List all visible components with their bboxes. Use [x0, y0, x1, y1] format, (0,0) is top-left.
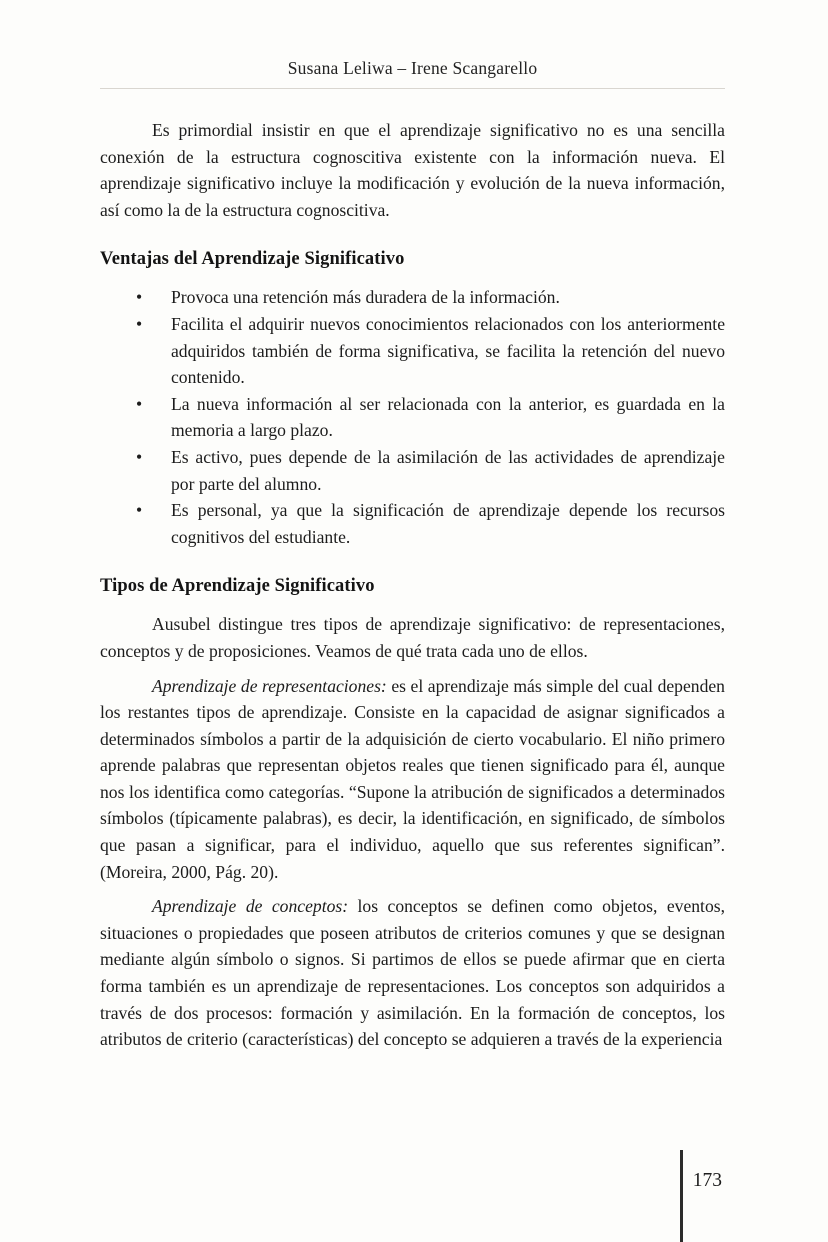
- list-item-text: Provoca una retención más duradera de la información.: [171, 287, 560, 308]
- intro-paragraph: Es primordial insistir en que el aprendizaje significativo no es una sencilla conexión de la estructura cognoscitiva existente con la información nueva. El aprendizaje significativo incluye la modificación y evolución de la nueva información, así como la de la estructura cognoscitiva.: [100, 120, 725, 220]
- bullet-marker: •: [136, 313, 143, 334]
- bullet-marker: •: [136, 287, 143, 308]
- list-item: [100, 311, 725, 391]
- running-header-authors: Susana Leliwa – Irene Scangarello: [100, 58, 725, 89]
- bullet-marker: •: [136, 446, 143, 467]
- paragraph-body-text: los conceptos se definen como objetos, eventos, situaciones o propiedades que poseen atributos de criterios comunes y que se designan mediante algún símbolo o signos. Si partimos de ellos se puede afirmar que en cierta forma también es un aprendizaje de representaciones. Los conceptos son adquiridos a través de dos procesos: formación y asimilación. En la formación de conceptos, los atributos de criterio (características) del concepto se adquieren a través de la experiencia: [100, 896, 725, 1050]
- list-item-text: La nueva información al ser relacionada con la anterior, es guardada en la memoria a largo plazo.: [171, 393, 725, 441]
- paragraph-body-text: es el aprendizaje más simple del cual dependen los restantes tipos de aprendizaje. Consiste en la capacidad de asignar significados a determinados símbolos a partir de la adquisición de cierto vocabulario. El niño primero aprende palabras que representan objetos reales que tienen significado para él, aunque nos los identifica como categorías. “Supone la atribución de significados a determinados símbolos (típicamente palabras), es decir, la identificación, en significado, de símbolos que pasan a significar, para el individuo, aquello que sus referentes significan”. (Moreira, 2000, Pág. 20).: [100, 675, 725, 882]
- list-item: [100, 284, 725, 311]
- bullet-marker: •: [136, 393, 143, 414]
- tipos-intro-paragraph: Ausubel distingue tres tipos de aprendizaje significativo: de representaciones, conceptos y de proposiciones. Veamos de qué trata cada uno de ellos.: [100, 614, 725, 661]
- list-item: [100, 497, 725, 550]
- bullet-marker: •: [136, 500, 143, 521]
- paragraph-lead-italic: Aprendizaje de conceptos:: [152, 896, 349, 917]
- paragraph-representaciones: [100, 673, 725, 886]
- list-item-text: Es activo, pues depende de la asimilación de las actividades de aprendizaje por parte del alumno.: [171, 446, 725, 494]
- page-number: 173: [692, 1170, 722, 1191]
- page-body: [100, 117, 725, 1053]
- section-heading-ventajas: Ventajas del Aprendizaje Significativo: [100, 249, 405, 270]
- section-heading-tipos: Tipos de Aprendizaje Significativo: [100, 576, 375, 597]
- list-item: [100, 444, 725, 497]
- list-item-text: Facilita el adquirir nuevos conocimientos relacionados con los anteriormente adquiridos también de forma significativa, se facilita la retención del nuevo contenido.: [171, 313, 725, 388]
- ventajas-bullet-list: [100, 284, 725, 550]
- paragraph-lead-italic: Aprendizaje de representaciones:: [152, 675, 387, 696]
- page-number-rule: [680, 1150, 683, 1242]
- paragraph-conceptos: [100, 893, 725, 1053]
- list-item: [100, 391, 725, 444]
- list-item-text: Es personal, ya que la significación de aprendizaje depende los recursos cognitivos del estudiante.: [171, 500, 725, 547]
